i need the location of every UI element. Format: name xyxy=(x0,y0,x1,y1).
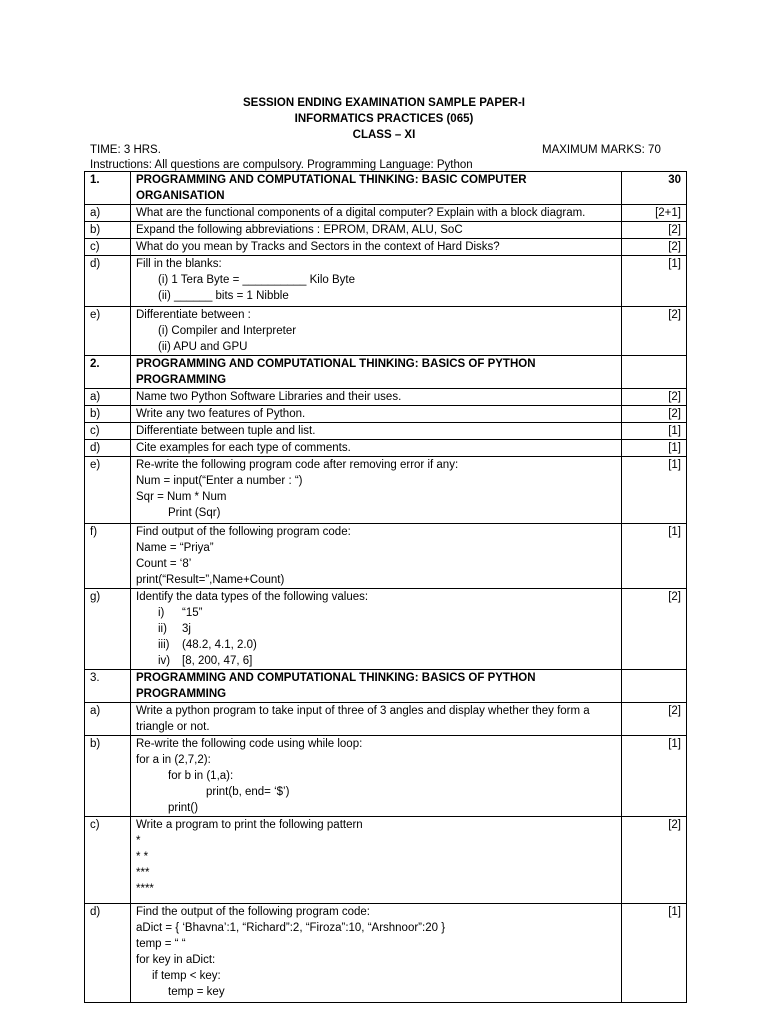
question-id: d) xyxy=(85,904,131,1003)
sub-item-value: “15” xyxy=(182,607,203,619)
sub-item xyxy=(136,605,616,621)
section-marks: 30 xyxy=(622,172,687,205)
section-title: PROGRAMMING AND COMPUTATIONAL THINKING: BASICS OF PYTHON PROGRAMMING xyxy=(131,356,622,389)
question-text: Write a program to print the following pattern xyxy=(136,819,363,831)
section-number: 1. xyxy=(85,172,131,205)
question-text: Identify the data types of the following values: xyxy=(136,591,369,603)
code-line: aDict = { ‘Bhavna’:1, “Richard”:2, “Firoza”:10, “Arshnoor”:20 } xyxy=(136,922,446,934)
question-text: Fill in the blanks: xyxy=(136,258,222,270)
question-id: e) xyxy=(85,307,131,356)
code-line: Count = ‘8’ xyxy=(136,558,192,570)
code-line: if temp < key: xyxy=(152,970,221,982)
question-id: c) xyxy=(85,817,131,904)
question-body xyxy=(131,736,622,817)
question-id: b) xyxy=(85,222,131,239)
question-text: Write any two features of Python. xyxy=(131,406,622,423)
section-number: 3. xyxy=(85,670,131,703)
sub-item: (ii) ______ bits = 1 Nibble xyxy=(158,290,289,302)
question-body xyxy=(131,589,622,670)
section-marks xyxy=(622,670,687,703)
question-body xyxy=(131,307,622,356)
code-line: Num = input(“Enter a number : “) xyxy=(136,475,303,487)
question-marks: [2] xyxy=(622,222,687,239)
sub-item-number: ii) xyxy=(158,623,167,635)
question-id: c) xyxy=(85,239,131,256)
code-line: temp = key xyxy=(168,986,225,998)
pattern-line: * xyxy=(136,835,141,847)
code-line: for key in aDict: xyxy=(136,954,216,966)
sub-item-value: (48.2, 4.1, 2.0) xyxy=(182,639,257,651)
question-body xyxy=(131,904,622,1003)
pattern-line: *** xyxy=(136,867,150,879)
question-row xyxy=(85,423,687,440)
question-marks: [1] xyxy=(622,440,687,457)
question-text: What are the functional components of a digital computer? Explain with a block diagram. xyxy=(131,205,622,222)
question-body xyxy=(131,817,622,904)
sub-item-number: iii) xyxy=(158,639,170,651)
question-body xyxy=(131,524,622,589)
question-row xyxy=(85,703,687,736)
pattern-line: * * xyxy=(136,851,149,863)
question-id: f) xyxy=(85,524,131,589)
section-number: 2. xyxy=(85,356,131,389)
question-row xyxy=(85,736,687,817)
section-title: PROGRAMMING AND COMPUTATIONAL THINKING: BASIC COMPUTER ORGANISATION xyxy=(131,172,622,205)
question-marks: [1] xyxy=(622,736,687,817)
code-line: Sqr = Num * Num xyxy=(136,491,227,503)
code-line: for a in (2,7,2): xyxy=(136,754,211,766)
question-row xyxy=(85,307,687,356)
question-id: e) xyxy=(85,457,131,524)
max-marks-label: MAXIMUM MARKS: 70 xyxy=(542,144,661,156)
question-id: c) xyxy=(85,423,131,440)
sub-item-value: 3j xyxy=(182,623,191,635)
question-id: b) xyxy=(85,736,131,817)
question-text: Differentiate between : xyxy=(136,309,251,321)
question-row xyxy=(85,406,687,423)
question-row xyxy=(85,817,687,904)
question-id: a) xyxy=(85,389,131,406)
question-marks: [2] xyxy=(622,589,687,670)
question-text: Re-write the following code using while loop: xyxy=(136,738,363,750)
code-line: print(b, end= ‘$’) xyxy=(206,786,290,798)
question-id: d) xyxy=(85,440,131,457)
sub-item-value: [8, 200, 47, 6] xyxy=(182,655,253,667)
question-table xyxy=(84,171,687,1003)
code-line: print(“Result=”,Name+Count) xyxy=(136,574,285,586)
subject-title: INFORMATICS PRACTICES (065) xyxy=(294,113,474,125)
code-line: Name = “Priya” xyxy=(136,542,214,554)
question-marks: [1] xyxy=(622,524,687,589)
sub-item: (i) 1 Tera Byte = __________ Kilo Byte xyxy=(158,274,356,286)
question-marks: [1] xyxy=(622,904,687,1003)
section-header-row xyxy=(85,172,687,205)
question-row xyxy=(85,222,687,239)
question-row xyxy=(85,205,687,222)
code-line: print() xyxy=(168,802,199,814)
code-line: Print (Sqr) xyxy=(168,507,221,519)
section-header-row xyxy=(85,356,687,389)
question-id: b) xyxy=(85,406,131,423)
sub-item xyxy=(136,653,616,669)
question-text: Expand the following abbreviations : EPROM, DRAM, ALU, SoC xyxy=(131,222,622,239)
sub-item xyxy=(136,621,616,637)
sub-item-number: iv) xyxy=(158,655,171,667)
question-row xyxy=(85,589,687,670)
question-row xyxy=(85,457,687,524)
question-marks: [2] xyxy=(622,703,687,736)
sub-item xyxy=(136,637,616,653)
question-id: a) xyxy=(85,205,131,222)
section-title: PROGRAMMING AND COMPUTATIONAL THINKING: BASICS OF PYTHON PROGRAMMING xyxy=(131,670,622,703)
question-body xyxy=(131,256,622,307)
question-row xyxy=(85,256,687,307)
exam-title: SESSION ENDING EXAMINATION SAMPLE PAPER-I xyxy=(243,97,525,109)
question-id: g) xyxy=(85,589,131,670)
question-text: Cite examples for each type of comments. xyxy=(131,440,622,457)
question-marks: [2] xyxy=(622,817,687,904)
question-row xyxy=(85,389,687,406)
question-row xyxy=(85,440,687,457)
instructions: Instructions: All questions are compulsory. Programming Language: Python xyxy=(90,159,473,171)
time-label: TIME: 3 HRS. xyxy=(90,144,161,156)
question-text: Re-write the following program code after removing error if any: xyxy=(136,459,459,471)
question-marks: [1] xyxy=(622,423,687,440)
question-text: What do you mean by Tracks and Sectors in the context of Hard Disks? xyxy=(131,239,622,256)
question-row xyxy=(85,904,687,1003)
question-text: Write a python program to take input of three of 3 angles and display whether they form a triangle or not. xyxy=(131,703,622,736)
question-row xyxy=(85,239,687,256)
section-header-row xyxy=(85,670,687,703)
question-row xyxy=(85,524,687,589)
sub-item-number: i) xyxy=(158,607,165,619)
pattern-line: **** xyxy=(136,883,154,895)
question-marks: [2] xyxy=(622,389,687,406)
question-text: Find the output of the following program code: xyxy=(136,906,370,918)
section-marks xyxy=(622,356,687,389)
question-body xyxy=(131,457,622,524)
class-title: CLASS – XI xyxy=(352,129,416,141)
code-line: temp = “ “ xyxy=(136,938,186,950)
question-id: a) xyxy=(85,703,131,736)
code-line: for b in (1,a): xyxy=(168,770,234,782)
sub-item: (ii) APU and GPU xyxy=(158,341,248,353)
question-text: Find output of the following program code: xyxy=(136,526,351,538)
question-marks: [2] xyxy=(622,307,687,356)
question-id: d) xyxy=(85,256,131,307)
question-marks: [2] xyxy=(622,406,687,423)
question-text: Name two Python Software Libraries and their uses. xyxy=(131,389,622,406)
question-text: Differentiate between tuple and list. xyxy=(131,423,622,440)
question-marks: [1] xyxy=(622,457,687,524)
sub-item: (i) Compiler and Interpreter xyxy=(158,325,297,337)
question-marks: [1] xyxy=(622,256,687,307)
question-marks: [2] xyxy=(622,239,687,256)
question-marks: [2+1] xyxy=(622,205,687,222)
